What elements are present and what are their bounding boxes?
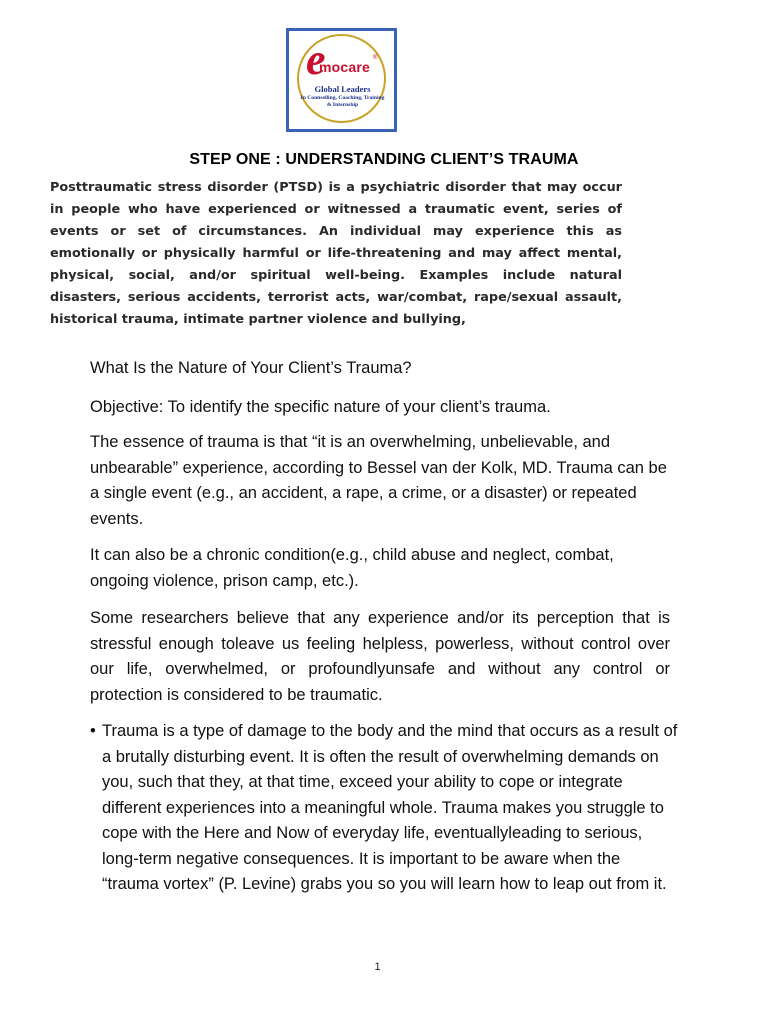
- researchers-paragraph: Some researchers believe that any experience and/or its perception that is stressful enough toleave us feeling helpless, powerless, without control over our life, overwhelmed, or profoundlyunsafe and without any control or protection is considered to be traumatic.: [90, 609, 670, 704]
- bullet-item: [90, 719, 680, 898]
- essence-paragraph: The essence of trauma is that “it is an overwhelming, unbelievable, and unbearable” experience, according to Bessel van der Kolk, MD. Trauma can be a single event (e.g., an accident, a rape, a crime, or a disaster) or repeated events.: [90, 433, 667, 528]
- logo-subtitle: In Counselling, Coaching, Training & Internship: [300, 95, 385, 108]
- logo-inner: [289, 31, 394, 129]
- logo-brand-name: mocare: [319, 59, 371, 75]
- bullet-marker: •: [90, 722, 96, 740]
- logo-initial: e: [306, 35, 326, 84]
- bullet-text: Trauma is a type of damage to the body and the mind that occurs as a result of a brutally disturbing event. It is often the result of overwhelming demands on you, such that they, at that time, exceed your ability to cope or integrate different experiences into a meaningful whole. Trauma makes you struggle to cope with the Here and Now of everyday life, eventuallyleading to serious, long-term negative consequences. It is important to be aware when the “trauma vortex” (P. Levine) grabs you so you will learn how to leap out from it.: [102, 722, 678, 893]
- objective-paragraph: Objective: To identify the specific nature of your client’s trauma.: [90, 398, 551, 416]
- logo-registered-mark: ®: [373, 55, 378, 61]
- emocare-logo: [286, 28, 397, 132]
- page-title: STEP ONE : UNDERSTANDING CLIENT’S TRAUMA: [189, 151, 579, 168]
- intro-paragraph: Posttraumatic stress disorder (PTSD) is a psychiatric disorder that may occur in people who have experienced or witnessed a traumatic event, series of events or set of circumstances. An individual may experience this as emotionally or physically harmful or life-threatening and may affect mental, physical, social, and/or spiritual well-being. Examples include natural disasters, serious accidents, terrorist acts, war/combat, rape/sexual assault, historical trauma, intimate partner violence and bullying,: [50, 180, 622, 327]
- question-heading: What Is the Nature of Your Client’s Trauma?: [90, 359, 412, 377]
- chronic-paragraph: It can also be a chronic condition(e.g., child abuse and neglect, combat, ongoing violence, prison camp, etc.).: [90, 546, 614, 590]
- page-number: 1: [374, 961, 381, 973]
- logo-tagline: Global Leaders: [314, 84, 371, 94]
